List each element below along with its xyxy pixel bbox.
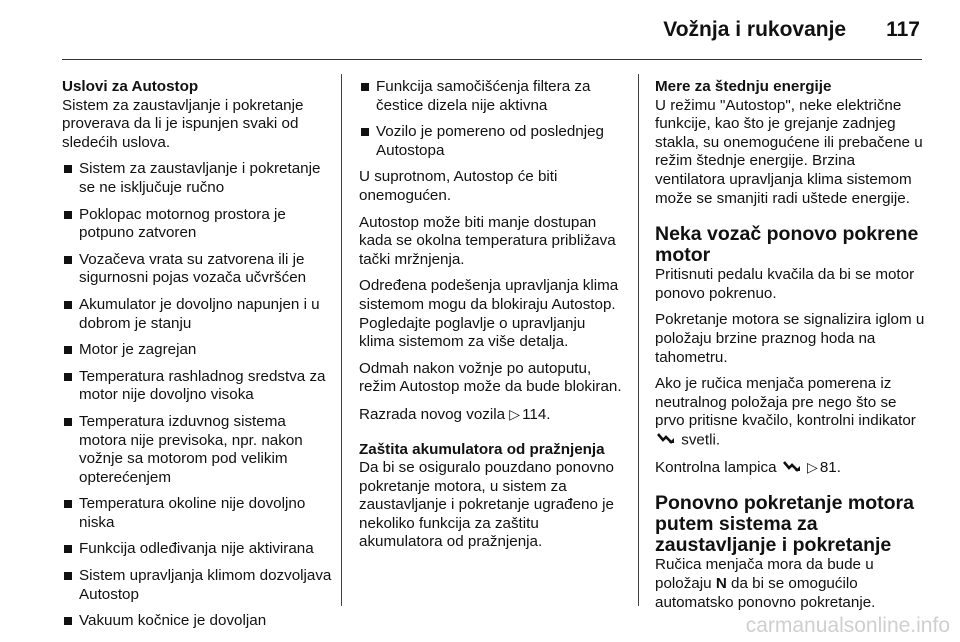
list-item: Temperatura rashladnog sredstva za motor nije dovoljno visoka — [62, 368, 334, 405]
paragraph: Da bi se osiguralo pouzdano ponovno pokretanje motora, u sistem za zaustavljanje i pokretanje ugrađeno je nekoliko funkcija za zaštitu akumulatora od pražnjenja. — [359, 459, 614, 551]
subheading-autostop-conditions: Uslovi za Autostop — [62, 78, 199, 95]
watermark: carmanualsonline.info — [745, 614, 950, 637]
subheading-energy-saving: Mere za štednju energije — [655, 78, 832, 95]
paragraph — [655, 375, 925, 450]
paragraph: Pokretanje motora se signalizira iglom u položaju brzine praznog hoda na tahometru. — [655, 311, 925, 366]
text-fragment: da bi se omogućilo automatsko ponovno pokretanje. — [655, 575, 876, 611]
list-item: Vakuum kočnice je dovoljan — [62, 612, 334, 631]
paragraph: Određena podešenja upravljanja klima sistemom mogu da blokiraju Autostop. Pogledajte poglavlje o upravljanju klima sistemom za više detalja. — [359, 277, 619, 351]
list-item: Sistem za zaustavljanje i pokretanje se ne isključuje ručno — [62, 160, 334, 197]
list-item: Temperatura izduvnog sistema motora nije previsoka, npr. nakon vožnje sa motorom pod velikim opterećenjem — [62, 413, 334, 487]
list-item: Funkcija odleđivanja nije aktivirana — [62, 540, 334, 559]
column-1 — [62, 78, 334, 639]
list-item: Vozačeva vrata su zatvorena ili je sigurnosni pojas vozača učvršćen — [62, 251, 334, 288]
text-fragment: Kontrolna lampica — [655, 458, 777, 476]
paragraph — [655, 556, 925, 612]
gear-position-neutral: N — [715, 575, 727, 592]
heading-driver-restart: Neka vozač ponovo pokrene motor — [655, 223, 919, 267]
column-separator-1 — [341, 74, 342, 606]
paragraph-intro: Sistem za zaustavljanje i pokretanje proverava da li je ispunjen svaki od sledećih uslova. — [62, 96, 304, 151]
list-item: Poklopac motornog prostora je potpuno zatvoren — [62, 206, 334, 243]
paragraph: U suprotnom, Autostop će biti onemogućen. — [359, 168, 558, 204]
autostop-indicator-icon — [783, 459, 801, 478]
page-reference[interactable]: 81. — [819, 458, 841, 476]
subheading-battery-protection: Zaštita akumulatora od pražnjenja — [359, 440, 605, 458]
header-title: Vožnja i rukovanje — [663, 18, 847, 41]
paragraph-reference — [655, 458, 925, 478]
list-item: Motor je zagrejan — [62, 341, 334, 360]
conditions-list-continued — [359, 78, 624, 160]
column-separator-2 — [638, 74, 639, 606]
page-reference[interactable]: 114. — [522, 405, 551, 423]
text-fragment: svetli. — [681, 431, 721, 449]
header-rule — [62, 59, 922, 60]
list-item: Akumulator je dovoljno napunjen i u dobrom je stanju — [62, 296, 334, 333]
page-header — [663, 18, 920, 42]
page-reference-arrow-icon: ▷ — [509, 405, 521, 422]
column-3 — [655, 78, 925, 612]
conditions-list — [62, 160, 334, 630]
paragraph: U režimu "Autostop", neke električne funkcije, kao što je grejanje zadnjeg stakla, su onemogućene ili prebačene u režim štednje energije. Brzina ventilatora upravljanja klima sistemom može se smanjiti radi uštede energije. — [655, 96, 923, 207]
autostop-indicator-icon — [657, 431, 675, 450]
list-item: Sistem upravljanja klimom dozvoljava Autostop — [62, 567, 334, 604]
list-item: Funkcija samočišćenja filtera za čestice dizela nije aktivna — [359, 78, 624, 115]
page-number: 117 — [886, 18, 920, 41]
list-item: Temperatura okoline nije dovoljno niska — [62, 495, 334, 532]
heading-system-restart: Ponovno pokretanje motora putem sistema za zaustavljanje i pokretanje — [655, 492, 914, 557]
page-reference-arrow-icon: ▷ — [807, 458, 818, 475]
paragraph: Autostop može biti manje dostupan kada se okolna temperatura približava tački mržnjenja. — [359, 213, 616, 268]
column-2 — [359, 78, 624, 560]
paragraph: Pritisnuti pedalu kvačila da bi se motor ponovo pokrenuo. — [655, 266, 915, 302]
text-fragment: Ručica menjača mora da bude u položaju — [655, 556, 874, 592]
text-fragment: Ako je ručica menjača pomerena iz neutralnog položaja pre nego što se prvo pritisne kvačilo, kontrolni indikator — [655, 375, 916, 430]
list-item: Vozilo je pomereno od poslednjeg Autostopa — [359, 123, 624, 160]
paragraph: Odmah nakon vožnje po autoputu, režim Autostop može da bude blokiran. — [359, 359, 622, 396]
reference-text: Razrada novog vozila — [359, 405, 506, 423]
paragraph-reference — [359, 405, 624, 425]
